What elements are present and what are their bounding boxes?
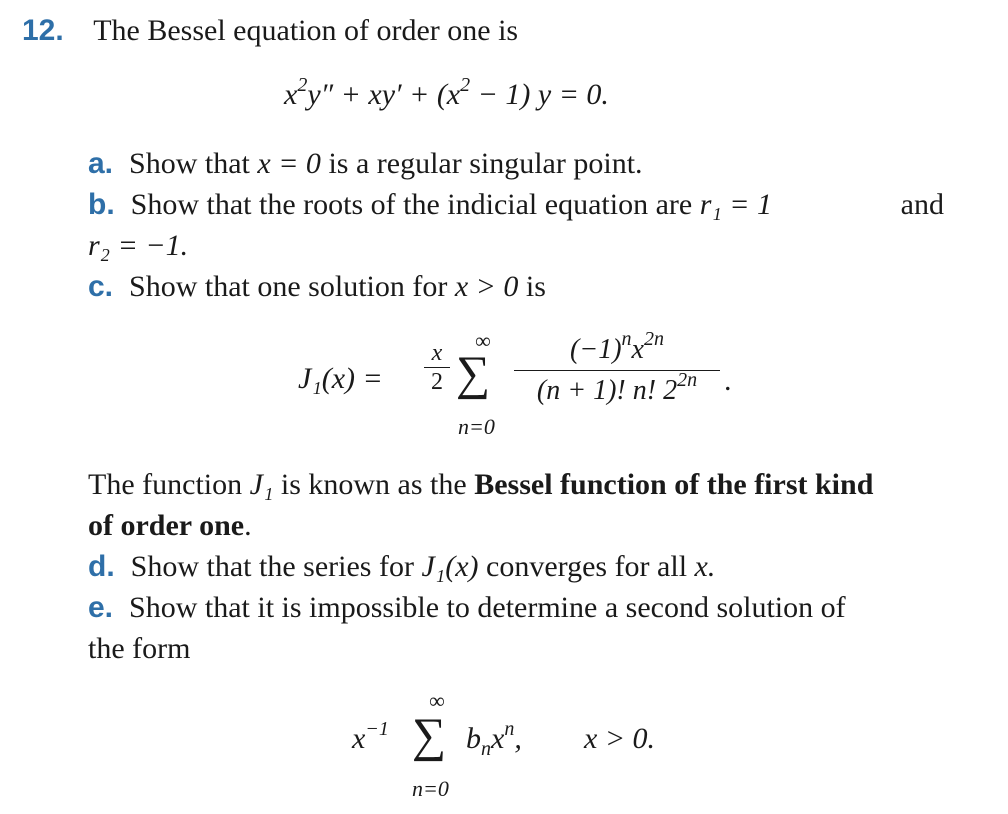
- part-d-var: x.: [694, 550, 716, 583]
- part-a-text-pre: Show that: [129, 147, 258, 180]
- definition-line-1: [88, 467, 944, 503]
- part-b-label: b.: [88, 188, 115, 221]
- part-b-and: and: [900, 188, 944, 221]
- defn-func: J₁: [249, 468, 274, 501]
- defn-bold-1: Bessel function of the first kind: [474, 468, 874, 501]
- part-d-text-post: converges for all: [478, 550, 695, 583]
- formula2-sum-bottom: n=0: [412, 776, 449, 801]
- defn-bold-2: of order one: [88, 509, 245, 542]
- part-c-text-pre: Show that one solution for: [129, 270, 455, 303]
- part-d-text-pre: Show that the series for: [130, 550, 422, 583]
- part-b-r2: r₂ = −1.: [88, 229, 189, 262]
- formula1-frac-bar-small: [424, 367, 450, 368]
- formula2-sigma: ∑: [412, 709, 447, 762]
- part-e-line-2: the form: [88, 632, 191, 665]
- problem-number: 12.: [22, 14, 64, 47]
- formula1-two: 2: [431, 369, 443, 395]
- defn-mid: is known as the: [273, 468, 475, 501]
- part-e-line-1: Show that it is impossible to determine a second solution of: [129, 591, 846, 624]
- part-a-text-post: is a regular singular point.: [320, 147, 643, 180]
- formula1-x: x: [431, 340, 443, 366]
- formula2-sum-top: ∞: [429, 688, 445, 713]
- part-c-cond: x > 0: [454, 270, 519, 303]
- formula1-end: .: [724, 364, 732, 397]
- part-a-math: x = 0: [257, 147, 321, 180]
- formula1-numerator: $(-1)^nx^{2n}$: [570, 328, 664, 365]
- problem-intro: The Bessel equation of order one is: [93, 14, 519, 47]
- part-b-r1: r₁ = 1: [699, 188, 773, 221]
- formula2-prefix: $x^{-1}$: [352, 718, 389, 755]
- part-e-label: e.: [88, 591, 114, 624]
- formula1-x-over-2: [424, 340, 450, 395]
- part-d: [88, 549, 715, 585]
- formula2-term: $b_nx^n$,: [466, 718, 522, 760]
- part-c-text-post: is: [518, 270, 546, 303]
- part-d-label: d.: [88, 550, 115, 583]
- part-c: [88, 269, 546, 305]
- part-a-label: a.: [88, 147, 114, 180]
- formula2-cond: x > 0.: [584, 722, 656, 755]
- part-e: [88, 590, 846, 626]
- part-a: [88, 146, 643, 182]
- defn-end: .: [244, 509, 252, 542]
- bessel-equation: $x^2y'' + xy' + (x^2 - 1) y = 0$.: [284, 74, 609, 111]
- formula1-sum-top: ∞: [475, 328, 491, 353]
- formula1-lhs: J₁(x) =: [298, 362, 383, 395]
- defn-pre: The function: [88, 468, 250, 501]
- part-c-label: c.: [88, 270, 114, 303]
- part-b: [88, 187, 944, 223]
- formula1-denominator: (n + 1)! n! $2^{2n}$: [536, 369, 698, 406]
- formula1-sum-bottom: n=0: [458, 414, 495, 439]
- formula1-sigma: ∑: [456, 347, 491, 400]
- formula1-fraction: [514, 328, 720, 409]
- problem-header: [22, 13, 518, 49]
- definition-line-2: [88, 508, 252, 544]
- part-d-func: J₁(x): [421, 550, 479, 583]
- part-b-text-pre: Show that the roots of the indicial equation are: [130, 188, 700, 221]
